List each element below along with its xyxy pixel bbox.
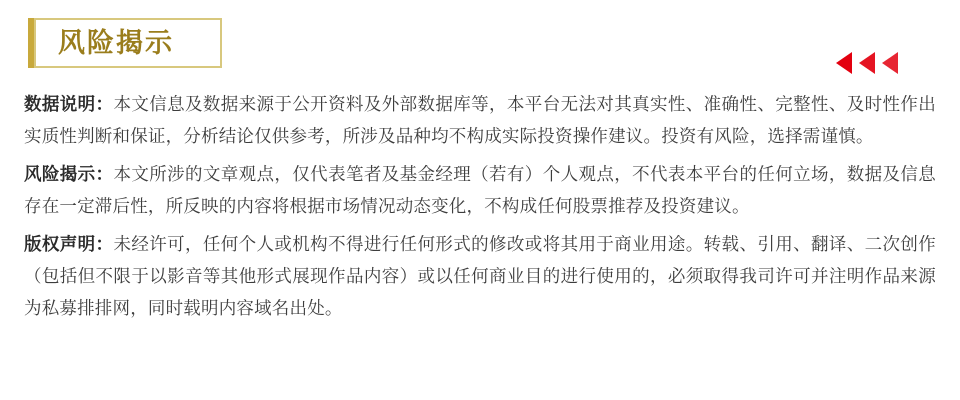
left-triangle-arrow <box>882 52 898 74</box>
paragraph-text: 本文所涉的文章观点，仅代表笔者及基金经理（若有）个人观点，不代表本平台的任何立场，数据及信息存在一定滞后性，所反映的内容将根据市场情况动态变化，不构成任何股票推荐及投资建议。 <box>24 164 937 216</box>
paragraph-copyright-statement <box>24 228 936 324</box>
paragraph-text: 未经许可，任何个人或机构不得进行任何形式的修改或将其用于商业用途。转载、引用、翻译、二次创作（包括但不限于以影音等其他形式展现作品内容）或以任何商业目的进行使用的，必须取得我司许可并注明作品来源为私募排排网，同时载明内容域名出处。 <box>24 234 937 318</box>
decorative-arrows <box>836 52 898 74</box>
left-triangle-arrow <box>836 52 852 74</box>
paragraph-text: 本文信息及数据来源于公开资料及外部数据库等，本平台无法对其真实性、准确性、完整性、及时性作出实质性判断和保证，分析结论仅供参考，所涉及品种均不构成实际投资操作建议。投资有风险，选择需谨慎。 <box>24 94 937 146</box>
paragraph-label: 风险揭示： <box>24 164 114 184</box>
section-header <box>28 18 248 68</box>
left-triangle-arrow <box>859 52 875 74</box>
paragraph-risk-disclosure <box>24 158 936 222</box>
disclosure-content <box>24 88 936 330</box>
paragraph-label: 版权声明： <box>24 234 114 254</box>
page-title: 风险揭示 <box>58 28 174 58</box>
paragraph-data-description <box>24 88 936 152</box>
paragraph-label: 数据说明： <box>24 94 114 114</box>
